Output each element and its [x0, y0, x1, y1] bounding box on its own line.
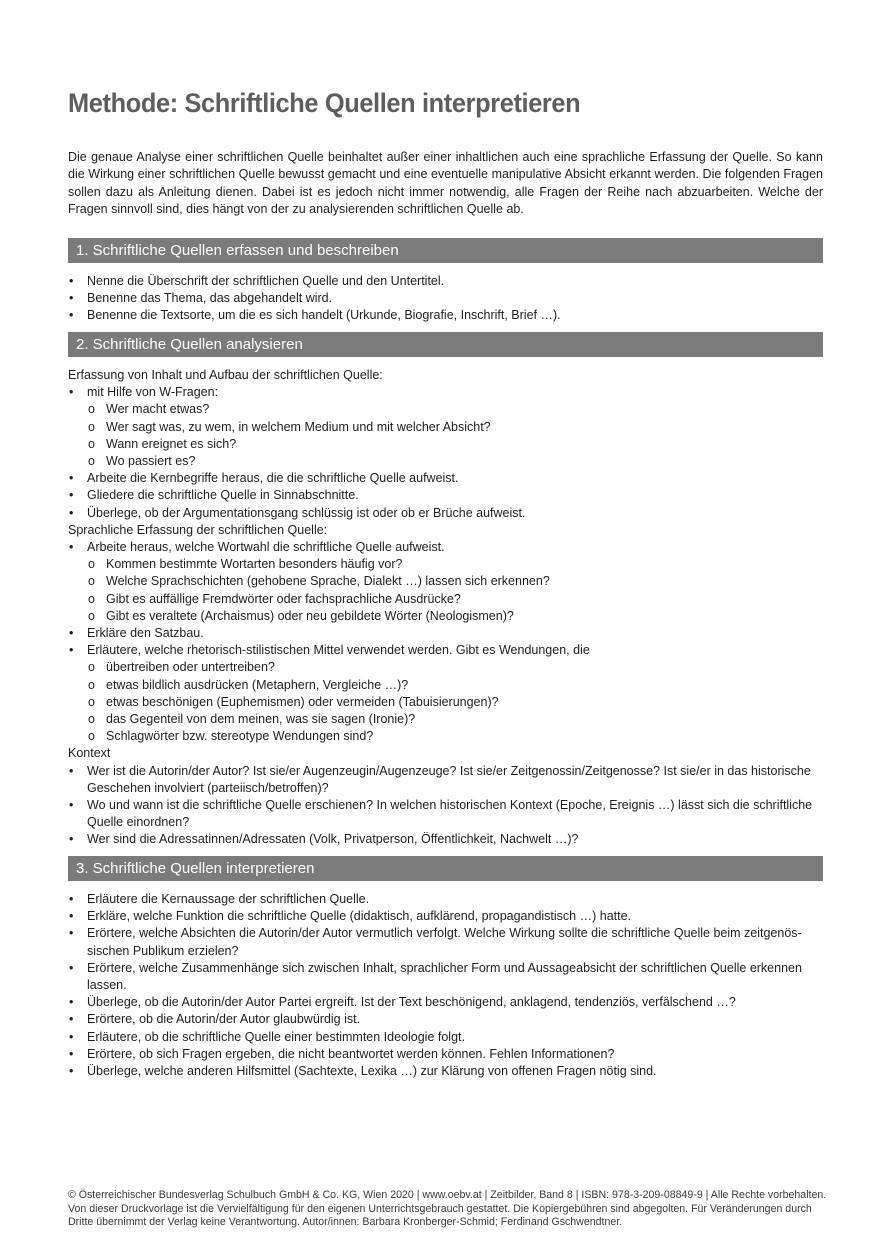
sub-list-item: o Wer macht etwas?: [68, 401, 823, 418]
list-item: • Erläutere, ob die schriftliche Quelle einer bestimmten Ideologie folgt.: [68, 1029, 823, 1046]
list-item: • Benenne die Textsorte, um die es sich handelt (Urkunde, Biografie, Inschrift, Brief …).: [68, 307, 823, 324]
list-item: • Gliedere die schriftliche Quelle in Sinnabschnitte.: [68, 487, 823, 504]
sub-list-item: o Wo passiert es?: [68, 453, 823, 470]
list-item: • Erörtere, ob die Autorin/der Autor glaubwürdig ist.: [68, 1011, 823, 1028]
footer-copyright: © Österreichischer Bundesverlag Schulbuch GmbH & Co. KG, Wien 2020 | www.oebv.at | Zeitbilder, Band 8 | ISBN: 978-3-209-08849-9 | Alle Rechte vorbehalten. Von dieser Druckvorlage ist die Vervielfältigung für den eigenen Unterrichtsgebrauch gestattet. Die Kopiergebühren sind abgegolten. Für Veränderungen durch Dritte übernimmt der Verlag keine Verantwortung. Autor/innen: Barbara Kronberger-Schmid; Ferdinand Gschwendtner.: [68, 1189, 827, 1229]
sub-list-item: o Gibt es auffällige Fremdwörter oder fachsprachliche Ausdrücke?: [68, 591, 823, 608]
sub-list-item: o das Gegenteil von dem meinen, was sie sagen (Ironie)?: [68, 711, 823, 728]
sub-list-item: o etwas bildlich ausdrücken (Metaphern, Vergleiche …)?: [68, 677, 823, 694]
sub-list-item: o Wer sagt was, zu wem, in welchem Medium und mit welcher Absicht?: [68, 419, 823, 436]
list-item: • Überlege, ob der Argumentationsgang schlüssig ist oder ob er Brüche aufweist.: [68, 505, 823, 522]
sub-list-item: o Schlagwörter bzw. stereotype Wendungen sind?: [68, 728, 823, 745]
list-item: • Erörtere, welche Zusammenhänge sich zwischen Inhalt, sprachlicher Form und Aussageabsicht der schriftlichen Quelle erkennen lassen.: [68, 960, 823, 994]
sub-list-item: o Kommen bestimmte Wortarten besonders häufig vor?: [68, 556, 823, 573]
list-item: • Erörtere, welche Absichten die Autorin/der Autor vermutlich verfolgt. Welche Wirkung sollte die schriftliche Quelle beim zeitgenös- sischen Publikum erzielen?: [68, 925, 823, 959]
list-item: • Überlege, welche anderen Hilfsmittel (Sachtexte, Lexika …) zur Klärung von offenen Fragen nötig sind.: [68, 1063, 823, 1080]
list-item: • Wo und wann ist die schriftliche Quelle erschienen? In welchen historischen Kontext (Epoche, Ereignis …) lässt sich die schriftliche Quelle einordnen?: [68, 797, 823, 831]
list-item: • Erörtere, ob sich Fragen ergeben, die nicht beantwortet werden können. Fehlen Informationen?: [68, 1046, 823, 1063]
list-item: • Benenne das Thema, das abgehandelt wird.: [68, 290, 823, 307]
sub-list-item: o Welche Sprachschichten (gehobene Sprache, Dialekt …) lassen sich erkennen?: [68, 573, 823, 590]
intro-paragraph: Die genaue Analyse einer schriftlichen Quelle beinhaltet außer einer inhaltlichen auch eine sprachliche Erfassung der Quelle. So kann die Wirkung einer schriftlichen Quelle bewusst gemacht und eine eventuelle manipulative Absicht erkannt werden. Die folgenden Fragen sollen dazu als Anleitung dienen. Dabei ist es jedoch nicht immer notwendig, alle Fragen der Reihe nach abzuarbeiten. Welche der Fragen sinnvoll sind, dies hängt von der zu analysierenden schriftlichen Quelle ab.: [68, 150, 823, 217]
section-2-heading: 2. Schriftliche Quellen analysieren: [68, 332, 823, 357]
list-item: • Erläutere die Kernaussage der schriftlichen Quelle.: [68, 891, 823, 908]
list-item: • Erkläre, welche Funktion die schriftliche Quelle (didaktisch, aufklärend, propagandistisch …) hatte.: [68, 908, 823, 925]
sub-list-item: o Gibt es veraltete (Archaismus) oder neu gebildete Wörter (Neologismen)?: [68, 608, 823, 625]
sub-list-item: o Wann ereignet es sich?: [68, 436, 823, 453]
list-item: • mit Hilfe von W-Fragen:: [68, 384, 823, 401]
section-3-list: [68, 891, 823, 1080]
section-2-list: [68, 367, 823, 849]
section-1-list: [68, 273, 823, 325]
list-item: • Erläutere, welche rhetorisch-stilistischen Mittel verwendet werden. Gibt es Wendungen, die: [68, 642, 823, 659]
list-item: • Erkläre den Satzbau.: [68, 625, 823, 642]
list-item: • Wer sind die Adressatinnen/Adressaten (Volk, Privatperson, Öffentlichkeit, Nachwelt …)?: [68, 831, 823, 848]
list-item: • Arbeite heraus, welche Wortwahl die schriftliche Quelle aufweist.: [68, 539, 823, 556]
list-item: • Nenne die Überschrift der schriftlichen Quelle und den Untertitel.: [68, 273, 823, 290]
sub-list-item: o übertreiben oder untertreiben?: [68, 659, 823, 676]
list-item: • Überlege, ob die Autorin/der Autor Partei ergreift. Ist der Text beschönigend, anklagend, tendenziös, verfälschend …?: [68, 994, 823, 1011]
subsection-label: Kontext: [68, 746, 111, 761]
subsection-label: Sprachliche Erfassung der schriftlichen Quelle:: [68, 522, 328, 537]
section-3-heading: 3. Schriftliche Quellen interpretieren: [68, 856, 823, 881]
sub-list-item: o etwas beschönigen (Euphemismen) oder vermeiden (Tabuisierungen)?: [68, 694, 823, 711]
page-title: Methode: Schriftliche Quellen interpretieren: [68, 88, 581, 118]
subsection-label: Erfassung von Inhalt und Aufbau der schriftlichen Quelle:: [68, 368, 383, 382]
list-item: • Arbeite die Kernbegriffe heraus, die die schriftliche Quelle aufweist.: [68, 470, 823, 487]
list-item: • Wer ist die Autorin/der Autor? Ist sie/er Augenzeugin/Augenzeuge? Ist sie/er Zeitgenossin/Zeitgenosse? Ist sie/er in das historische Geschehen involviert (parteiisch/betroffen)?: [68, 763, 823, 797]
section-1-heading: 1. Schriftliche Quellen erfassen und beschreiben: [68, 238, 823, 263]
